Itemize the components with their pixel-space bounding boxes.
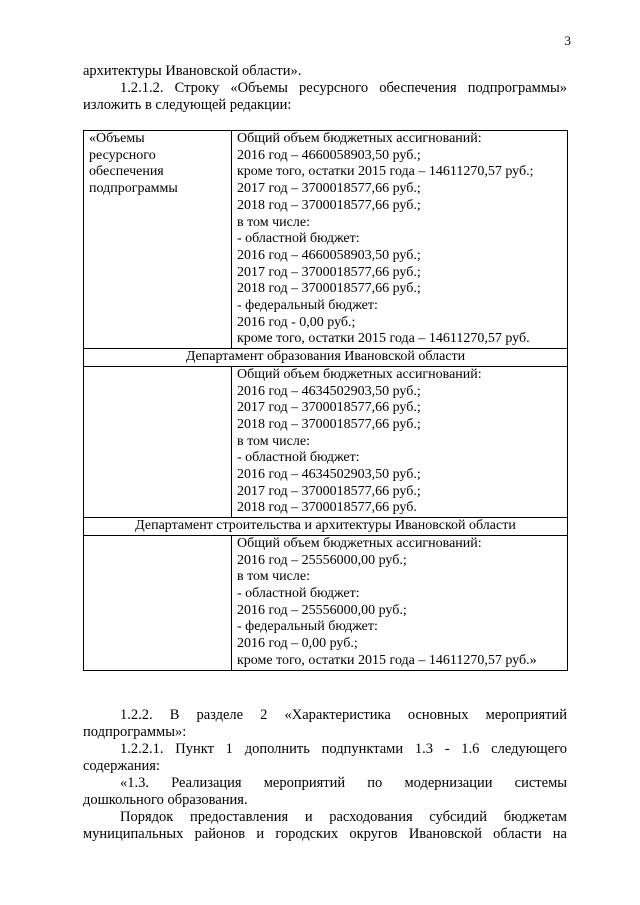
resource-table	[83, 130, 568, 671]
value-line: в том числе:	[237, 433, 310, 449]
body-line: подпрограммы»:	[83, 724, 187, 740]
row-value-cell	[232, 131, 568, 349]
value-line: Общий объем бюджетных ассигнований:	[237, 131, 482, 146]
row-label-cell	[84, 366, 232, 517]
body-line: 1.2.2. В разделе 2 «Характеристика основных мероприятий	[120, 707, 567, 723]
value-line: 2018 год – 3700018577,66 руб.;	[237, 416, 421, 432]
intro-line: архитектуры Ивановской области».	[83, 63, 302, 79]
row-label-line: подпрограммы	[89, 181, 178, 197]
value-line: 2018 год – 3700018577,66 руб.;	[237, 197, 421, 213]
body-paragraph	[83, 707, 567, 843]
department-header: Департамент строительства и архитектуры Ивановской области	[84, 518, 568, 536]
value-line: Общий объем бюджетных ассигнований:	[237, 366, 482, 382]
value-line: в том числе:	[237, 214, 310, 230]
value-line: кроме того, остатки 2015 года – 14611270,57 руб.	[237, 331, 530, 347]
row-label-cell	[84, 535, 232, 670]
value-line: 2016 год – 25556000,00 руб.;	[237, 602, 407, 618]
value-line: 2016 год – 4660058903,50 руб.;	[237, 147, 421, 163]
page-number: 3	[564, 33, 571, 48]
value-line: - федеральный бюджет:	[237, 619, 378, 635]
value-line: 2016 год – 0,00 руб.;	[237, 636, 358, 652]
table-row	[84, 131, 568, 349]
value-line: кроме того, остатки 2015 года – 14611270,57 руб.»	[237, 652, 537, 668]
body-line: «1.3. Реализация мероприятий по модернизации системы	[120, 775, 567, 791]
value-line: 2016 год – 4634502903,50 руб.;	[237, 383, 421, 399]
value-line: 2017 год – 3700018577,66 руб.;	[237, 181, 421, 197]
value-line: в том числе:	[237, 569, 310, 585]
intro-line: 1.2.1.2. Строку «Объемы ресурсного обеспечения подпрограммы»	[120, 80, 567, 96]
row-label-cell	[84, 131, 232, 349]
value-line: 2018 год – 3700018577,66 руб.;	[237, 281, 421, 297]
value-line: кроме того, остатки 2015 года – 14611270,57 руб.;	[237, 164, 534, 180]
body-line: Порядок предоставления и расходования субсидий бюджетам	[120, 809, 567, 825]
value-line: 2017 год – 3700018577,66 руб.;	[237, 483, 421, 499]
value-line: - областной бюджет:	[237, 450, 360, 466]
department-header: Департамент образования Ивановской области	[84, 349, 568, 367]
table-row	[84, 518, 568, 536]
row-value-cell	[232, 366, 568, 517]
table-row	[84, 366, 568, 517]
intro-line: изложить в следующей редакции:	[83, 97, 292, 113]
value-line: - федеральный бюджет:	[237, 298, 378, 314]
value-line: 2018 год – 3700018577,66 руб.	[237, 500, 417, 516]
row-label-line: «Объемы	[89, 131, 145, 146]
row-label-line: ресурсного	[89, 147, 156, 163]
row-label-line: обеспечения	[89, 164, 164, 180]
body-line: дошкольного образования.	[83, 792, 248, 808]
value-line: 2016 год - 0,00 руб.;	[237, 314, 356, 330]
value-line: 2016 год – 4660058903,50 руб.;	[237, 247, 421, 263]
value-line: 2017 год – 3700018577,66 руб.;	[237, 264, 421, 280]
value-line: Общий объем бюджетных ассигнований:	[237, 535, 482, 551]
body-line: муниципальных районов и городских округов Ивановской области на	[83, 826, 567, 842]
body-line: содержания:	[83, 758, 161, 774]
value-line: - областной бюджет:	[237, 231, 360, 247]
value-line: 2017 год – 3700018577,66 руб.;	[237, 400, 421, 416]
table-row	[84, 349, 568, 367]
value-line: - областной бюджет:	[237, 585, 360, 601]
body-line: 1.2.2.1. Пункт 1 дополнить подпунктами 1.3 - 1.6 следующего	[120, 741, 567, 757]
row-value-cell	[232, 535, 568, 670]
value-line: 2016 год – 25556000,00 руб.;	[237, 552, 407, 568]
value-line: 2016 год – 4634502903,50 руб.;	[237, 467, 421, 483]
table-row	[84, 535, 568, 670]
intro-paragraph	[83, 63, 567, 114]
